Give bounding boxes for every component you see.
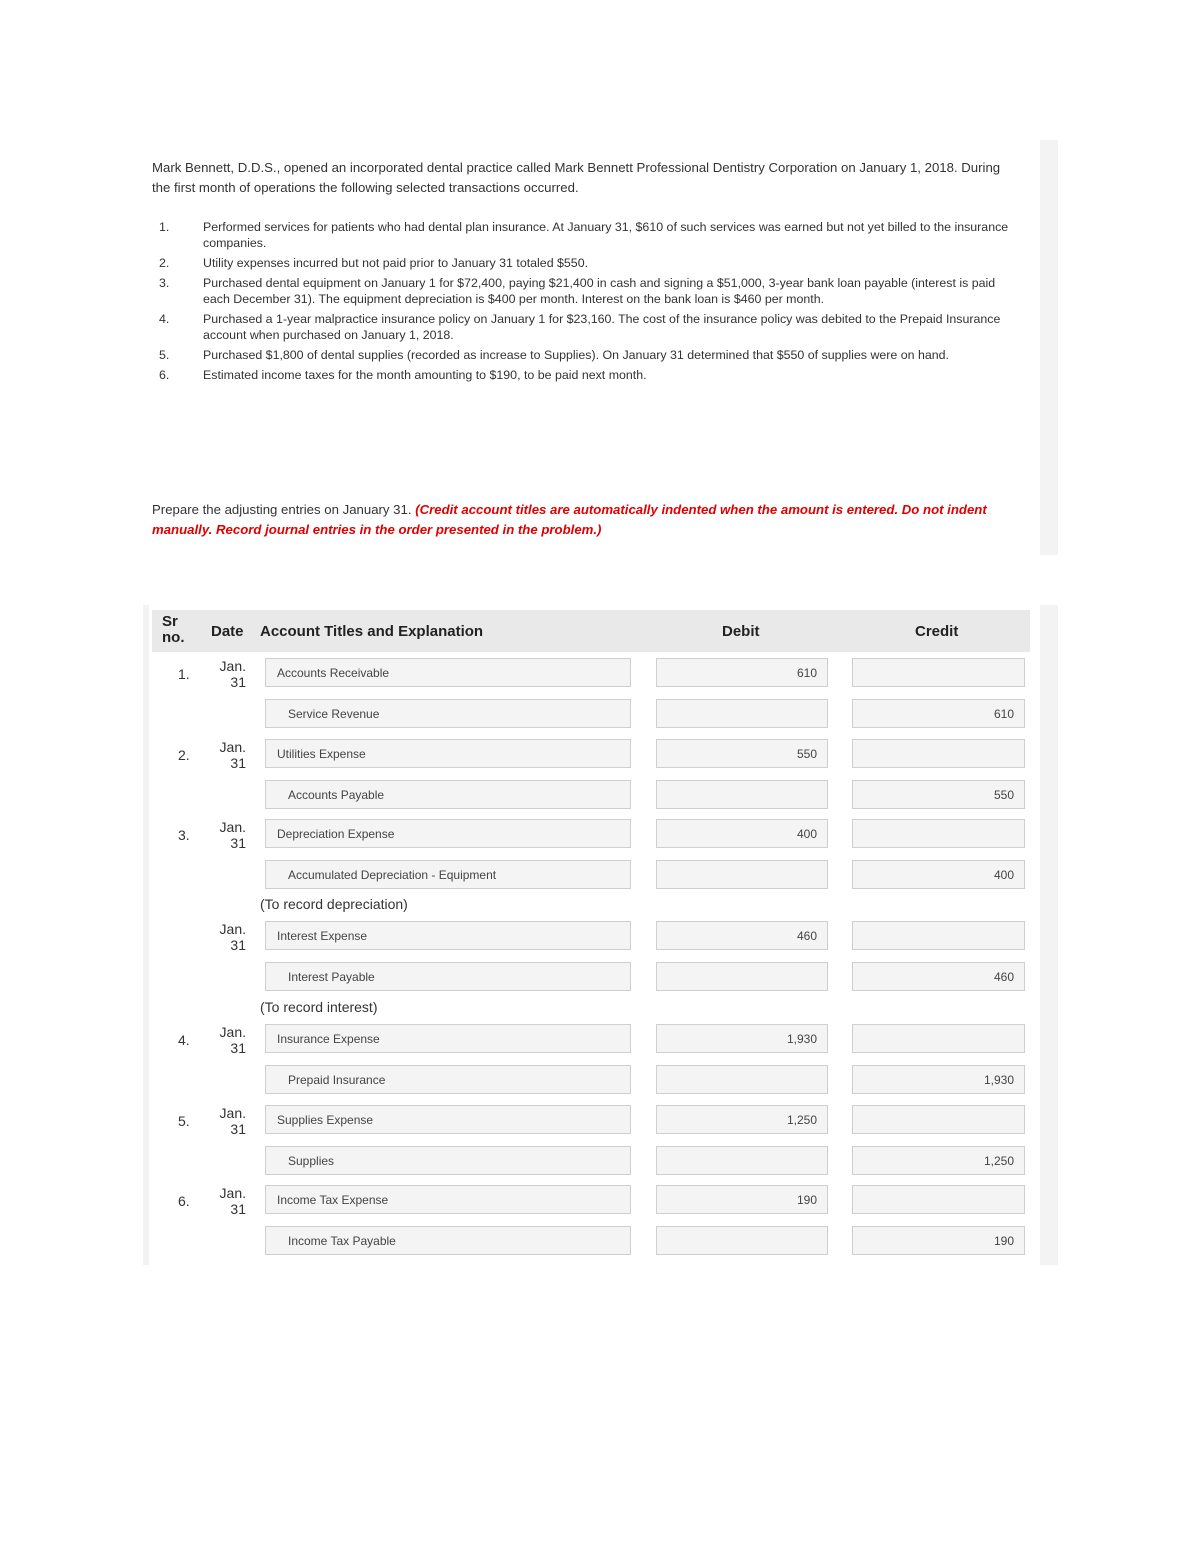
account-input[interactable]: Income Tax Expense: [265, 1185, 631, 1214]
panel-shade: [1040, 140, 1058, 555]
header-date: Date: [211, 623, 244, 640]
entry-number: 6.: [178, 1193, 190, 1209]
entry-number: 2.: [178, 747, 190, 763]
instructions: [152, 500, 1032, 540]
debit-input[interactable]: 190: [656, 1185, 828, 1214]
list-item: 4. Purchased a 1-year malpractice insurance policy on January 1 for $23,160. The cost of the insurance policy was debited to the Prepaid Insurance account when purchased on January 1, 2018.: [159, 312, 1001, 342]
credit-input[interactable]: [852, 1185, 1025, 1214]
account-input[interactable]: Depreciation Expense: [265, 819, 631, 848]
table-row: [0, 921, 1200, 952]
account-input[interactable]: Income Tax Payable: [265, 1226, 631, 1255]
entry-date: Jan. 31: [219, 1185, 246, 1217]
entry-number: 3.: [178, 827, 190, 843]
account-input[interactable]: Supplies Expense: [265, 1105, 631, 1134]
table-row: [0, 860, 1200, 891]
credit-input[interactable]: 1,250: [852, 1146, 1025, 1175]
account-input[interactable]: Accounts Payable: [265, 780, 631, 809]
problem-intro: Mark Bennett, D.D.S., opened an incorporated dental practice called Mark Bennett Professional Dentistry Corporation on January 1, 2018. During the first month of operations the following selected transactions occurred.: [152, 160, 1001, 195]
entry-number: 4.: [178, 1032, 190, 1048]
account-input[interactable]: Interest Payable: [265, 962, 631, 991]
table-row: [0, 962, 1200, 993]
credit-input[interactable]: 460: [852, 962, 1025, 991]
debit-input[interactable]: 1,930: [656, 1024, 828, 1053]
debit-input[interactable]: [656, 699, 828, 728]
entry-date: Jan. 31: [219, 739, 246, 771]
credit-input[interactable]: 550: [852, 780, 1025, 809]
credit-input[interactable]: [852, 921, 1025, 950]
debit-input[interactable]: 550: [656, 739, 828, 768]
entry-date: Jan. 31: [219, 658, 246, 690]
debit-input[interactable]: [656, 1065, 828, 1094]
entry-date: Jan. 31: [219, 1105, 246, 1137]
credit-input[interactable]: [852, 819, 1025, 848]
account-input[interactable]: Accounts Receivable: [265, 658, 631, 687]
account-input[interactable]: Interest Expense: [265, 921, 631, 950]
instruction-text: Prepare the adjusting entries on January 31.: [152, 502, 412, 517]
header-sr: Sr no.: [162, 613, 185, 646]
entry-number: 5.: [178, 1113, 190, 1129]
account-input[interactable]: Utilities Expense: [265, 739, 631, 768]
debit-input[interactable]: [656, 962, 828, 991]
account-input[interactable]: Insurance Expense: [265, 1024, 631, 1053]
list-item: 2. Utility expenses incurred but not paid prior to January 31 totaled $550.: [159, 256, 589, 270]
table-row: [0, 1105, 1200, 1136]
credit-input[interactable]: 190: [852, 1226, 1025, 1255]
debit-input[interactable]: [656, 860, 828, 889]
entry-date: Jan. 31: [219, 921, 246, 953]
entry-number: 1.: [178, 666, 190, 682]
header-debit: Debit: [722, 623, 760, 640]
table-row: [0, 699, 1200, 730]
credit-input[interactable]: 610: [852, 699, 1025, 728]
list-item: 5. Purchased $1,800 of dental supplies (recorded as increase to Supplies). On January 31 determined that $550 of supplies were on hand.: [159, 348, 949, 362]
credit-input[interactable]: [852, 658, 1025, 687]
account-input[interactable]: Accumulated Depreciation - Equipment: [265, 860, 631, 889]
transaction-list: [152, 219, 1022, 387]
credit-input[interactable]: 400: [852, 860, 1025, 889]
table-row: [0, 1065, 1200, 1096]
list-item: 3. Purchased dental equipment on January 1 for $72,400, paying $21,400 in cash and signing a $51,000, 3-year bank loan payable (interest is paid each December 31). The equipment depreciation is $400 per month. Interest on the bank loan is $460 per month.: [159, 276, 996, 306]
table-row: [0, 819, 1200, 850]
debit-input[interactable]: [656, 1146, 828, 1175]
list-item: 6. Estimated income taxes for the month amounting to $190, to be paid next month.: [159, 368, 647, 382]
header-account: Account Titles and Explanation: [260, 623, 484, 640]
debit-input[interactable]: 610: [656, 658, 828, 687]
credit-input[interactable]: [852, 1105, 1025, 1134]
journal-header: [152, 610, 1030, 652]
credit-input[interactable]: [852, 1024, 1025, 1053]
instruction-note: (Credit account titles are automatically indented when the amount is entered. Do not indent manually. Record journal entries in the order presented in the problem.): [152, 502, 987, 537]
credit-input[interactable]: [852, 739, 1025, 768]
entry-date: Jan. 31: [219, 1024, 246, 1056]
explanation-note: (To record interest): [260, 999, 378, 1015]
debit-input[interactable]: [656, 1226, 828, 1255]
account-input[interactable]: Prepaid Insurance: [265, 1065, 631, 1094]
account-input[interactable]: Service Revenue: [265, 699, 631, 728]
debit-input[interactable]: 400: [656, 819, 828, 848]
list-item: 1. Performed services for patients who had dental plan insurance. At January 31, $610 of such services was earned but not yet billed to the insurance companies.: [159, 220, 1009, 250]
debit-input[interactable]: 460: [656, 921, 828, 950]
table-row: [0, 1146, 1200, 1177]
table-row: [0, 658, 1200, 689]
credit-input[interactable]: 1,930: [852, 1065, 1025, 1094]
table-row: [0, 1024, 1200, 1055]
debit-input[interactable]: 1,250: [656, 1105, 828, 1134]
table-row: [0, 1226, 1200, 1257]
entry-date: Jan. 31: [219, 819, 246, 851]
explanation-note: (To record depreciation): [260, 896, 408, 912]
table-row: [0, 1185, 1200, 1216]
table-row: [0, 739, 1200, 770]
table-row: [0, 780, 1200, 811]
debit-input[interactable]: [656, 780, 828, 809]
account-input[interactable]: Supplies: [265, 1146, 631, 1175]
header-credit: Credit: [915, 623, 959, 640]
